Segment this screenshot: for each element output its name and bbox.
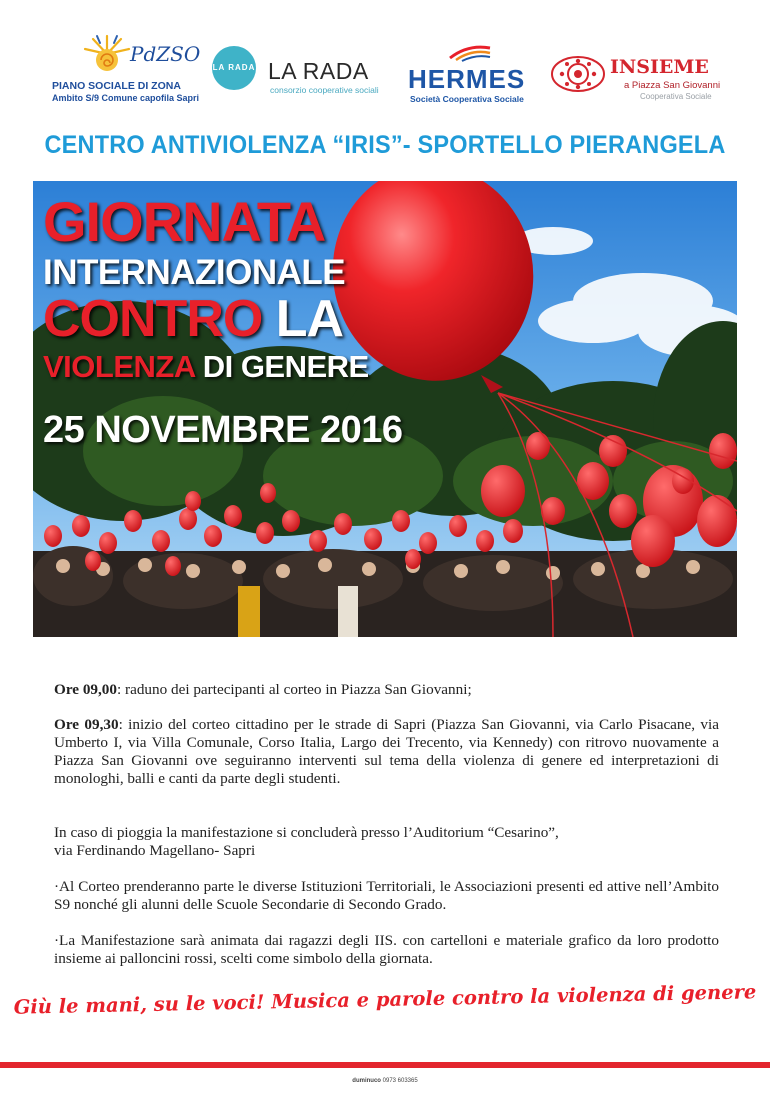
- insieme-logo: [550, 28, 725, 108]
- footer-credit: [0, 1078, 770, 1084]
- rosette-icon: [550, 54, 606, 94]
- hero-title-violenza-di-genere: [43, 349, 369, 385]
- pdz-mark: PdZSO: [130, 42, 201, 66]
- hermes-logo: [402, 28, 542, 108]
- hero-word-contro: CONTRO: [43, 290, 263, 348]
- animation-paragraph: ·La Manifestazione sarà animata dai ragazzi degli IIS. con cartelloni e materiale grafico da loro prodotto insieme ai palloncini rossi, scelti come simbolo della giornata.: [54, 932, 719, 967]
- hermes-stripes-icon: [448, 42, 492, 62]
- hero-word-la: LA: [275, 290, 344, 348]
- la-rada-logo: [212, 28, 392, 108]
- sun-spiral-icon: [80, 34, 134, 74]
- schedule-time: Ore 09,30: [54, 716, 119, 733]
- insieme-subtitle: a Piazza San Giovanni: [624, 80, 721, 91]
- hero-photo: [33, 181, 737, 637]
- center-heading: CENTRO ANTIVIOLENZA “IRIS”- SPORTELLO PIERANGELA: [44, 131, 726, 159]
- footer-divider: [0, 1062, 770, 1068]
- hero-date: 25 NOVEMBRE 2016: [43, 409, 403, 451]
- schedule-time: Ore 09,00: [54, 681, 117, 698]
- hermes-name: HERMES: [408, 64, 526, 94]
- hero-title-contro-la: [43, 289, 343, 349]
- printer-phone: 0973 603365: [382, 1078, 418, 1084]
- la-rada-name: LA RADA: [268, 58, 369, 84]
- hero-word-di-genere: DI GENERE: [202, 349, 369, 384]
- rain-notice-line1: In caso di pioggia la manifestazione si concluderà presso l’Auditorium “Cesarino”,: [54, 824, 559, 841]
- hero-title-internazionale: INTERNAZIONALE: [43, 253, 346, 292]
- rain-notice: [54, 824, 719, 860]
- la-rada-subtitle: consorzio cooperative sociali: [270, 85, 379, 95]
- pdz-name: PIANO SOCIALE DI ZONA: [52, 80, 181, 92]
- insieme-subtitle-2: Cooperativa Sociale: [640, 92, 712, 101]
- slogan: Giù le mani, su le voci! Musica e parole contro la violenza di genere: [13, 980, 757, 1019]
- hero-word-violenza: VIOLENZA: [43, 349, 195, 384]
- participants-paragraph: ·Al Corteo prenderanno parte le diverse Istituzioni Territoriali, le Associazioni presenti ed attive nell’Ambito S9 nonché gli alunni delle Scuole Secondarie di Secondo Grado.: [54, 878, 719, 913]
- pdz-subtitle: Ambito S/9 Comune capofila Sapri: [52, 93, 200, 103]
- rain-notice-line2: via Ferdinando Magellano- Sapri: [54, 842, 256, 859]
- printer-brand: duminuco: [352, 1078, 381, 1084]
- pdz-logo: [52, 28, 201, 108]
- la-rada-circle-icon: LA RADA: [212, 46, 256, 90]
- hero-title-giornata: GIORNATA: [43, 190, 326, 253]
- insieme-name: INSIEME: [610, 56, 709, 78]
- schedule-text: : raduno dei partecipanti al corteo in Piazza San Giovanni;: [117, 681, 472, 698]
- schedule-text: : inizio del corteo cittadino per le strade di Sapri (Piazza San Giovanni, via Carlo Pisacane, via Umberto I, via Villa Comunale, Corso Italia, Largo dei Trecento, via Kennedy) con ritrovo nuovamente a Piazza San Giovanni ove seguiranno interventi sul tema della violenza di genere ed interpretazioni di monologhi, balli e canti da parte degli studenti.: [54, 716, 719, 787]
- hermes-subtitle: Società Cooperativa Sociale: [410, 94, 524, 104]
- schedule-item-0930: [54, 716, 719, 788]
- schedule-item-0900: [54, 681, 719, 699]
